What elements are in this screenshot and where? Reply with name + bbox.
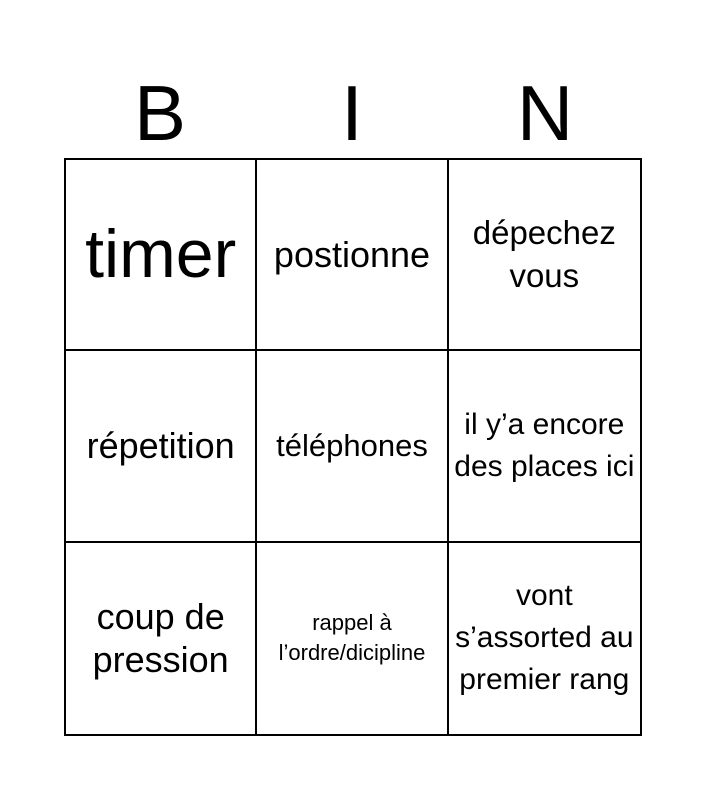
bingo-cell-text: répetition [86,425,235,467]
bingo-board [64,158,642,736]
bingo-cell[interactable] [449,351,640,542]
bingo-cell-text: dépechez vous [472,213,616,294]
bingo-cell-text: postionne [273,234,431,276]
bingo-cell[interactable] [66,351,257,542]
bingo-cell[interactable] [449,543,640,734]
bingo-cell-text: vont s’assorted au premier rang [455,579,634,697]
bingo-cell[interactable] [449,160,640,351]
bingo-header [64,70,642,156]
bingo-cell-text: il y’a encore des places ici [454,407,635,483]
header-letter-n: N [516,69,574,157]
bingo-cell[interactable] [66,160,257,351]
header-letter-b: B [133,69,187,157]
bingo-cell[interactable] [257,160,448,351]
bingo-cell[interactable] [257,543,448,734]
bingo-cell-text: téléphones [276,427,428,463]
bingo-cell-text: timer [85,216,237,293]
bingo-cell[interactable] [257,351,448,542]
bingo-cell[interactable] [66,543,257,734]
bingo-cell-text: rappel à l’ordre/dicipline [278,609,426,666]
header-letter-i: I [341,69,363,157]
bingo-cell-text: coup de pression [92,596,229,681]
